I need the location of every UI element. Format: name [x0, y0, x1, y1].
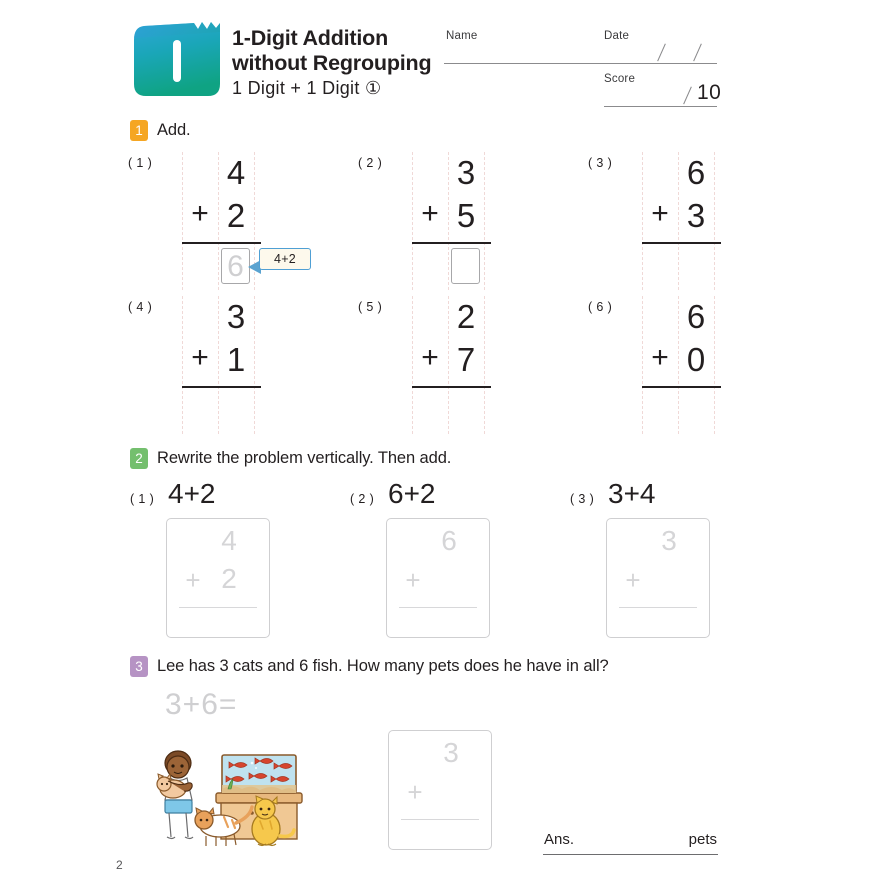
score-total: 10 — [697, 81, 722, 104]
column-guide-line — [484, 296, 486, 434]
date-label: Date — [604, 30, 630, 42]
problem-number: ( 2 ) — [358, 156, 383, 170]
problem-number: ( 6 ) — [588, 300, 613, 314]
section-2-badge: 2 — [130, 448, 148, 469]
addend-bottom: 2 — [226, 197, 246, 234]
student-info-fields — [444, 18, 722, 113]
sum-rule — [412, 242, 491, 244]
section-1-heading — [130, 120, 191, 141]
date-slash-1 — [657, 44, 666, 62]
column-guide-line — [714, 152, 716, 290]
work-box[interactable] — [166, 518, 270, 638]
hint-callout: 4+2 — [259, 248, 311, 270]
sum-rule — [182, 242, 261, 244]
ghost-sum-rule — [399, 607, 477, 608]
horizontal-expression: 3+4 — [608, 478, 656, 509]
section-3-work-box[interactable] — [388, 730, 492, 850]
plus-sign: + — [191, 197, 209, 230]
worksheet-title-line2: without Regrouping — [232, 50, 432, 75]
ghost-plus-sign: + — [405, 565, 421, 595]
plus-sign: + — [421, 197, 439, 230]
worksheet-header — [132, 18, 722, 110]
page-number: 2 — [116, 858, 123, 872]
addition-problem — [358, 296, 558, 436]
problem-number: ( 1 ) — [130, 492, 155, 506]
sum-rule — [642, 242, 721, 244]
problem-number: ( 3 ) — [588, 156, 613, 170]
addition-problem — [358, 152, 558, 292]
plus-sign: + — [651, 341, 669, 374]
pets-illustration-icon — [148, 741, 308, 851]
addend-bottom: 0 — [686, 341, 706, 378]
unit-logo — [132, 20, 226, 100]
ghost-top-digit: 4 — [221, 525, 237, 556]
unit-logo-icon — [132, 20, 226, 100]
answer-label: Ans. — [544, 831, 575, 848]
date-slash-2 — [693, 44, 702, 62]
section-3-ghost-bar — [401, 819, 479, 820]
addend-top: 6 — [686, 154, 706, 191]
addend-top: 4 — [226, 154, 246, 191]
addend-bottom: 3 — [686, 197, 706, 234]
problem-number: ( 5 ) — [358, 300, 383, 314]
ghost-plus-sign: + — [185, 565, 201, 595]
illustration-boy-with-pets — [148, 741, 308, 851]
ghost-sum-rule — [179, 607, 257, 608]
ghost-top-digit: 3 — [661, 525, 677, 556]
section-3-ghost-plus: + — [407, 777, 423, 807]
addend-top: 6 — [686, 298, 706, 335]
sum-rule — [642, 386, 721, 388]
worksheet-title-line1: 1-Digit Addition — [232, 26, 389, 50]
addition-problem — [128, 296, 328, 436]
answer-underline — [543, 854, 718, 855]
horizontal-expression: 4+2 — [168, 478, 216, 509]
work-box[interactable] — [606, 518, 710, 638]
problem-number: ( 2 ) — [350, 492, 375, 506]
section-2-heading — [130, 448, 451, 469]
section-3-ghost-equation: 3+6= — [165, 688, 238, 721]
title-block — [232, 26, 462, 100]
ghost-sum-rule — [619, 607, 697, 608]
addend-bottom: 7 — [456, 341, 476, 378]
sum-rule — [412, 386, 491, 388]
name-label: Name — [446, 30, 478, 42]
column-guide-line — [254, 296, 256, 434]
answer-box[interactable] — [451, 248, 480, 284]
addition-problem — [588, 296, 788, 436]
problem-number: ( 4 ) — [128, 300, 153, 314]
addend-bottom: 5 — [456, 197, 476, 234]
plus-sign: + — [651, 197, 669, 230]
score-label: Score — [604, 73, 636, 85]
addend-bottom: 1 — [226, 341, 246, 378]
score-slash — [683, 87, 692, 105]
worksheet-subtitle: 1 Digit + 1 Digit ① — [232, 78, 382, 98]
name-date-input-line[interactable] — [444, 63, 717, 64]
plus-sign: + — [191, 341, 209, 374]
work-box[interactable] — [386, 518, 490, 638]
ghost-top-digit: 6 — [441, 525, 457, 556]
section-3-word-problem: Lee has 3 cats and 6 fish. How many pets does he have in all? — [157, 657, 609, 675]
addend-top: 2 — [456, 298, 476, 335]
column-guide-line — [714, 296, 716, 434]
problem-number: ( 1 ) — [128, 156, 153, 170]
answer-line[interactable] — [543, 829, 718, 855]
ghost-bottom-digit: 2 — [221, 563, 237, 594]
problem-number: ( 3 ) — [570, 492, 595, 506]
column-guide-line — [484, 152, 486, 290]
score-input-line[interactable] — [604, 106, 717, 107]
horizontal-expression: 6+2 — [388, 478, 436, 509]
addend-top: 3 — [226, 298, 246, 335]
section-1-instruction: Add. — [157, 121, 191, 139]
sum-rule — [182, 386, 261, 388]
addition-problem — [588, 152, 788, 292]
section-3-heading — [130, 656, 609, 677]
addition-problem — [128, 152, 328, 292]
ghost-answer: 6 — [227, 250, 244, 283]
answer-box[interactable] — [221, 248, 250, 284]
ghost-plus-sign: + — [625, 565, 641, 595]
section-3-badge: 3 — [130, 656, 148, 677]
addend-top: 3 — [456, 154, 476, 191]
section-3-ghost-top-digit: 3 — [443, 737, 459, 768]
section-2-instruction: Rewrite the problem vertically. Then add. — [157, 449, 452, 467]
section-1-badge: 1 — [130, 120, 148, 141]
plus-sign: + — [421, 341, 439, 374]
answer-unit: pets — [688, 831, 717, 848]
